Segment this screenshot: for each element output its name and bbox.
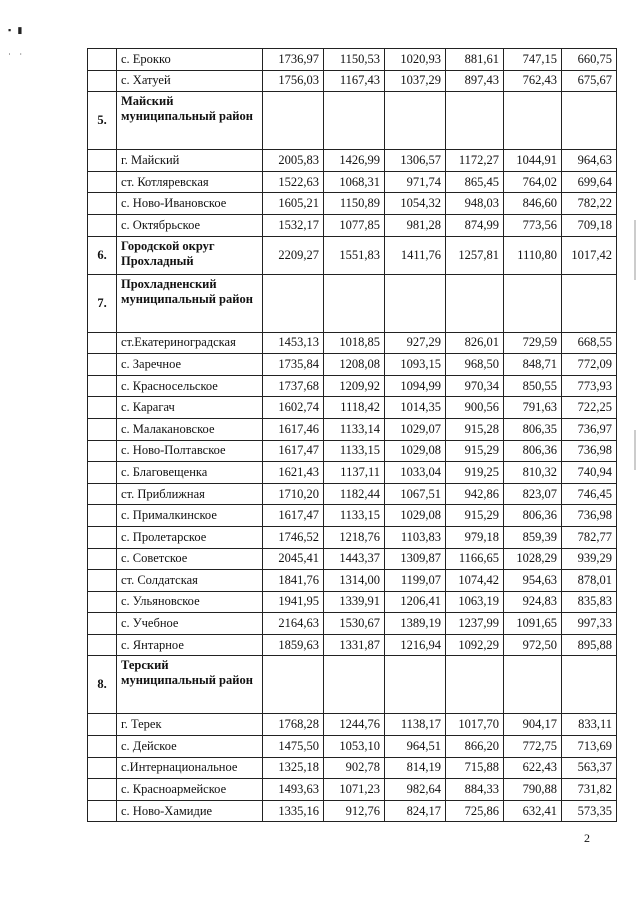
- settlement-name: с. Советское: [117, 548, 263, 570]
- value-cell: 1037,29: [385, 70, 446, 92]
- value-cell: 1756,03: [263, 70, 324, 92]
- row-number: [88, 214, 117, 236]
- value-cell: 1054,32: [385, 193, 446, 215]
- section-row: [88, 656, 617, 714]
- settlement-name: г. Терек: [117, 714, 263, 736]
- district-name: Городской округ Прохладный: [117, 236, 263, 274]
- settlement-name: с. Красноармейское: [117, 779, 263, 801]
- value-cell: [385, 274, 446, 332]
- value-cell: 1077,85: [324, 214, 385, 236]
- value-cell: 826,01: [446, 332, 504, 354]
- value-cell: 764,02: [504, 171, 562, 193]
- value-cell: 859,39: [504, 526, 562, 548]
- value-cell: 1166,65: [446, 548, 504, 570]
- value-cell: 731,82: [562, 779, 617, 801]
- row-number: 8.: [88, 656, 117, 714]
- value-cell: 1199,07: [385, 570, 446, 592]
- value-cell: 904,17: [504, 714, 562, 736]
- settlement-name: с. Учебное: [117, 613, 263, 635]
- table-row: [88, 214, 617, 236]
- settlement-name: с. Дейское: [117, 736, 263, 758]
- table-row: [88, 757, 617, 779]
- value-cell: 1133,15: [324, 440, 385, 462]
- value-cell: 982,64: [385, 779, 446, 801]
- value-cell: 1244,76: [324, 714, 385, 736]
- table-row: [88, 397, 617, 419]
- value-cell: 1314,00: [324, 570, 385, 592]
- value-cell: 1118,42: [324, 397, 385, 419]
- value-cell: 1067,51: [385, 483, 446, 505]
- value-cell: 835,83: [562, 591, 617, 613]
- value-cell: 1074,42: [446, 570, 504, 592]
- value-cell: 806,35: [504, 418, 562, 440]
- value-cell: 970,34: [446, 375, 504, 397]
- value-cell: 762,43: [504, 70, 562, 92]
- settlement-name: с. Карагач: [117, 397, 263, 419]
- value-cell: [562, 92, 617, 150]
- row-number: [88, 418, 117, 440]
- value-cell: 1150,89: [324, 193, 385, 215]
- value-cell: 846,60: [504, 193, 562, 215]
- scan-marks: [8, 26, 25, 62]
- value-cell: 1325,18: [263, 757, 324, 779]
- row-number: [88, 505, 117, 527]
- value-cell: 915,29: [446, 440, 504, 462]
- settlement-name: ст. Приближная: [117, 483, 263, 505]
- value-cell: 1746,52: [263, 526, 324, 548]
- row-number: [88, 193, 117, 215]
- value-cell: 2209,27: [263, 236, 324, 274]
- value-cell: 573,35: [562, 800, 617, 822]
- value-cell: 1029,08: [385, 440, 446, 462]
- value-cell: 736,98: [562, 505, 617, 527]
- value-cell: 900,56: [446, 397, 504, 419]
- value-cell: 1475,50: [263, 736, 324, 758]
- row-number: [88, 354, 117, 376]
- value-cell: [263, 92, 324, 150]
- value-cell: [446, 92, 504, 150]
- value-cell: 1150,53: [324, 49, 385, 71]
- scan-edge-artifact: [634, 220, 636, 280]
- value-cell: 1602,74: [263, 397, 324, 419]
- value-cell: 1710,20: [263, 483, 324, 505]
- section-row: [88, 236, 617, 274]
- row-number: [88, 736, 117, 758]
- value-cell: 1617,47: [263, 440, 324, 462]
- value-cell: 1257,81: [446, 236, 504, 274]
- value-cell: 964,63: [562, 150, 617, 172]
- value-cell: 939,29: [562, 548, 617, 570]
- value-cell: 1737,68: [263, 375, 324, 397]
- table-row: [88, 591, 617, 613]
- row-number: [88, 591, 117, 613]
- row-number: [88, 800, 117, 822]
- page-number: 2: [584, 831, 590, 845]
- value-cell: 1237,99: [446, 613, 504, 635]
- value-cell: 874,99: [446, 214, 504, 236]
- value-cell: 1621,43: [263, 462, 324, 484]
- value-cell: 790,88: [504, 779, 562, 801]
- value-cell: 1735,84: [263, 354, 324, 376]
- table-row: [88, 570, 617, 592]
- table-row: [88, 505, 617, 527]
- value-cell: [504, 92, 562, 150]
- value-cell: 2164,63: [263, 613, 324, 635]
- table-row: [88, 634, 617, 656]
- row-number: [88, 171, 117, 193]
- table-row: [88, 779, 617, 801]
- table-row: [88, 462, 617, 484]
- settlement-name: с. Ново-Полтавское: [117, 440, 263, 462]
- value-cell: 897,43: [446, 70, 504, 92]
- district-name: Терский муниципальный район: [117, 656, 263, 714]
- value-cell: 1426,99: [324, 150, 385, 172]
- value-cell: 806,36: [504, 440, 562, 462]
- row-number: [88, 779, 117, 801]
- value-cell: 1182,44: [324, 483, 385, 505]
- section-row: [88, 274, 617, 332]
- value-cell: 1841,76: [263, 570, 324, 592]
- table-row: [88, 49, 617, 71]
- value-cell: 1071,23: [324, 779, 385, 801]
- value-cell: 1453,13: [263, 332, 324, 354]
- value-cell: 1306,57: [385, 150, 446, 172]
- value-cell: [263, 656, 324, 714]
- value-cell: 1137,11: [324, 462, 385, 484]
- table-row: [88, 714, 617, 736]
- value-cell: [385, 92, 446, 150]
- value-cell: 1443,37: [324, 548, 385, 570]
- value-cell: 1335,16: [263, 800, 324, 822]
- value-cell: 1206,41: [385, 591, 446, 613]
- value-cell: 2005,83: [263, 150, 324, 172]
- value-cell: 772,75: [504, 736, 562, 758]
- value-cell: 912,76: [324, 800, 385, 822]
- row-number: [88, 613, 117, 635]
- table-row: [88, 548, 617, 570]
- value-cell: 1331,87: [324, 634, 385, 656]
- table-row: [88, 418, 617, 440]
- value-cell: 725,86: [446, 800, 504, 822]
- row-number: [88, 332, 117, 354]
- value-cell: 1522,63: [263, 171, 324, 193]
- district-name: Майский муниципальный район: [117, 92, 263, 150]
- value-cell: 810,32: [504, 462, 562, 484]
- settlement-name: с. Ерокко: [117, 49, 263, 71]
- value-cell: [562, 274, 617, 332]
- row-number: [88, 483, 117, 505]
- value-cell: 915,28: [446, 418, 504, 440]
- section-row: [88, 92, 617, 150]
- settlement-name: ст.Екатериноградская: [117, 332, 263, 354]
- value-cell: 971,74: [385, 171, 446, 193]
- district-name: Прохладненский муниципальный район: [117, 274, 263, 332]
- value-cell: [324, 92, 385, 150]
- value-cell: 773,93: [562, 375, 617, 397]
- settlement-name: с. Октябрьское: [117, 214, 263, 236]
- value-cell: 1028,29: [504, 548, 562, 570]
- value-cell: 850,55: [504, 375, 562, 397]
- value-cell: 1411,76: [385, 236, 446, 274]
- row-number: [88, 150, 117, 172]
- value-cell: 747,15: [504, 49, 562, 71]
- value-cell: 884,33: [446, 779, 504, 801]
- value-cell: 782,22: [562, 193, 617, 215]
- table-row: [88, 526, 617, 548]
- scan-mark-top: ▪ ▮: [8, 25, 25, 35]
- settlement-name: с. Ульяновское: [117, 591, 263, 613]
- value-cell: 968,50: [446, 354, 504, 376]
- value-cell: [324, 656, 385, 714]
- value-cell: 878,01: [562, 570, 617, 592]
- value-cell: 1138,17: [385, 714, 446, 736]
- value-cell: 1020,93: [385, 49, 446, 71]
- value-cell: 1551,83: [324, 236, 385, 274]
- value-cell: 709,18: [562, 214, 617, 236]
- value-cell: 1339,91: [324, 591, 385, 613]
- settlement-name: ст. Котляревская: [117, 171, 263, 193]
- value-cell: 1063,19: [446, 591, 504, 613]
- value-cell: 895,88: [562, 634, 617, 656]
- table-row: [88, 800, 617, 822]
- value-cell: 632,41: [504, 800, 562, 822]
- value-cell: 1094,99: [385, 375, 446, 397]
- value-cell: 1389,19: [385, 613, 446, 635]
- value-cell: 729,59: [504, 332, 562, 354]
- value-cell: 1103,83: [385, 526, 446, 548]
- settlement-name: с. Ново-Ивановское: [117, 193, 263, 215]
- value-cell: 1859,63: [263, 634, 324, 656]
- value-cell: 1029,07: [385, 418, 446, 440]
- settlement-name: с. Пролетарское: [117, 526, 263, 548]
- settlement-name: с. Благовещенка: [117, 462, 263, 484]
- value-cell: 948,03: [446, 193, 504, 215]
- value-cell: 823,07: [504, 483, 562, 505]
- value-cell: [504, 274, 562, 332]
- scan-edge-artifact: [634, 430, 636, 470]
- value-cell: 1068,31: [324, 171, 385, 193]
- value-cell: [324, 274, 385, 332]
- value-cell: 1209,92: [324, 375, 385, 397]
- row-number: [88, 548, 117, 570]
- table-row: [88, 736, 617, 758]
- value-cell: 902,78: [324, 757, 385, 779]
- row-number: [88, 757, 117, 779]
- value-cell: 1092,29: [446, 634, 504, 656]
- value-cell: [562, 656, 617, 714]
- value-cell: [385, 656, 446, 714]
- value-cell: 824,17: [385, 800, 446, 822]
- scan-mark-bottom: ˙ ˙: [8, 52, 26, 62]
- table-row: [88, 440, 617, 462]
- value-cell: 773,56: [504, 214, 562, 236]
- value-cell: 833,11: [562, 714, 617, 736]
- value-cell: 1017,70: [446, 714, 504, 736]
- value-cell: 1133,14: [324, 418, 385, 440]
- value-cell: 814,19: [385, 757, 446, 779]
- value-cell: 791,63: [504, 397, 562, 419]
- value-cell: 806,36: [504, 505, 562, 527]
- settlement-name: с. Заречное: [117, 354, 263, 376]
- value-cell: 736,98: [562, 440, 617, 462]
- row-number: 6.: [88, 236, 117, 274]
- value-cell: 1091,65: [504, 613, 562, 635]
- tariff-table-body: [88, 49, 617, 822]
- value-cell: [263, 274, 324, 332]
- value-cell: 881,61: [446, 49, 504, 71]
- value-cell: 722,25: [562, 397, 617, 419]
- row-number: [88, 714, 117, 736]
- value-cell: 1029,08: [385, 505, 446, 527]
- settlement-name: с.Интернациональное: [117, 757, 263, 779]
- table-row: [88, 70, 617, 92]
- settlement-name: с. Красносельское: [117, 375, 263, 397]
- settlement-name: ст. Солдатская: [117, 570, 263, 592]
- value-cell: 954,63: [504, 570, 562, 592]
- value-cell: 866,20: [446, 736, 504, 758]
- value-cell: 1617,46: [263, 418, 324, 440]
- value-cell: 1208,08: [324, 354, 385, 376]
- row-number: [88, 440, 117, 462]
- value-cell: [504, 656, 562, 714]
- table-row: [88, 613, 617, 635]
- value-cell: [446, 656, 504, 714]
- settlement-name: с. Хатуей: [117, 70, 263, 92]
- value-cell: 1216,94: [385, 634, 446, 656]
- value-cell: 1493,63: [263, 779, 324, 801]
- row-number: [88, 375, 117, 397]
- value-cell: 919,25: [446, 462, 504, 484]
- value-cell: 715,88: [446, 757, 504, 779]
- row-number: [88, 70, 117, 92]
- value-cell: 1530,67: [324, 613, 385, 635]
- row-number: 5.: [88, 92, 117, 150]
- value-cell: 668,55: [562, 332, 617, 354]
- value-cell: 1053,10: [324, 736, 385, 758]
- value-cell: 981,28: [385, 214, 446, 236]
- row-number: [88, 462, 117, 484]
- tariff-table: [87, 48, 617, 822]
- value-cell: 1617,47: [263, 505, 324, 527]
- value-cell: 979,18: [446, 526, 504, 548]
- value-cell: 1133,15: [324, 505, 385, 527]
- value-cell: 675,67: [562, 70, 617, 92]
- row-number: [88, 526, 117, 548]
- value-cell: 699,64: [562, 171, 617, 193]
- value-cell: 915,29: [446, 505, 504, 527]
- value-cell: 1768,28: [263, 714, 324, 736]
- value-cell: 972,50: [504, 634, 562, 656]
- value-cell: 1218,76: [324, 526, 385, 548]
- value-cell: 772,09: [562, 354, 617, 376]
- value-cell: 740,94: [562, 462, 617, 484]
- value-cell: 1736,97: [263, 49, 324, 71]
- value-cell: 848,71: [504, 354, 562, 376]
- value-cell: [446, 274, 504, 332]
- value-cell: 942,86: [446, 483, 504, 505]
- value-cell: 1167,43: [324, 70, 385, 92]
- row-number: [88, 49, 117, 71]
- settlement-name: с. Янтарное: [117, 634, 263, 656]
- row-number: 7.: [88, 274, 117, 332]
- value-cell: 1044,91: [504, 150, 562, 172]
- value-cell: 1532,17: [263, 214, 324, 236]
- settlement-name: с. Прималкинское: [117, 505, 263, 527]
- value-cell: 736,97: [562, 418, 617, 440]
- value-cell: 563,37: [562, 757, 617, 779]
- table-row: [88, 354, 617, 376]
- value-cell: 1309,87: [385, 548, 446, 570]
- value-cell: 1605,21: [263, 193, 324, 215]
- value-cell: 924,83: [504, 591, 562, 613]
- value-cell: 713,69: [562, 736, 617, 758]
- value-cell: 660,75: [562, 49, 617, 71]
- value-cell: 865,45: [446, 171, 504, 193]
- table-row: [88, 171, 617, 193]
- table-row: [88, 375, 617, 397]
- row-number: [88, 397, 117, 419]
- value-cell: 927,29: [385, 332, 446, 354]
- value-cell: 2045,41: [263, 548, 324, 570]
- value-cell: 1110,80: [504, 236, 562, 274]
- settlement-name: с. Малакановское: [117, 418, 263, 440]
- value-cell: 1172,27: [446, 150, 504, 172]
- value-cell: 622,43: [504, 757, 562, 779]
- value-cell: 997,33: [562, 613, 617, 635]
- value-cell: 746,45: [562, 483, 617, 505]
- value-cell: 1014,35: [385, 397, 446, 419]
- table-row: [88, 150, 617, 172]
- settlement-name: г. Майский: [117, 150, 263, 172]
- table-row: [88, 193, 617, 215]
- row-number: [88, 570, 117, 592]
- value-cell: 1017,42: [562, 236, 617, 274]
- value-cell: 1941,95: [263, 591, 324, 613]
- value-cell: 782,77: [562, 526, 617, 548]
- table-row: [88, 332, 617, 354]
- value-cell: 1018,85: [324, 332, 385, 354]
- value-cell: 1033,04: [385, 462, 446, 484]
- table-row: [88, 483, 617, 505]
- value-cell: 964,51: [385, 736, 446, 758]
- row-number: [88, 634, 117, 656]
- value-cell: 1093,15: [385, 354, 446, 376]
- settlement-name: с. Ново-Хамидие: [117, 800, 263, 822]
